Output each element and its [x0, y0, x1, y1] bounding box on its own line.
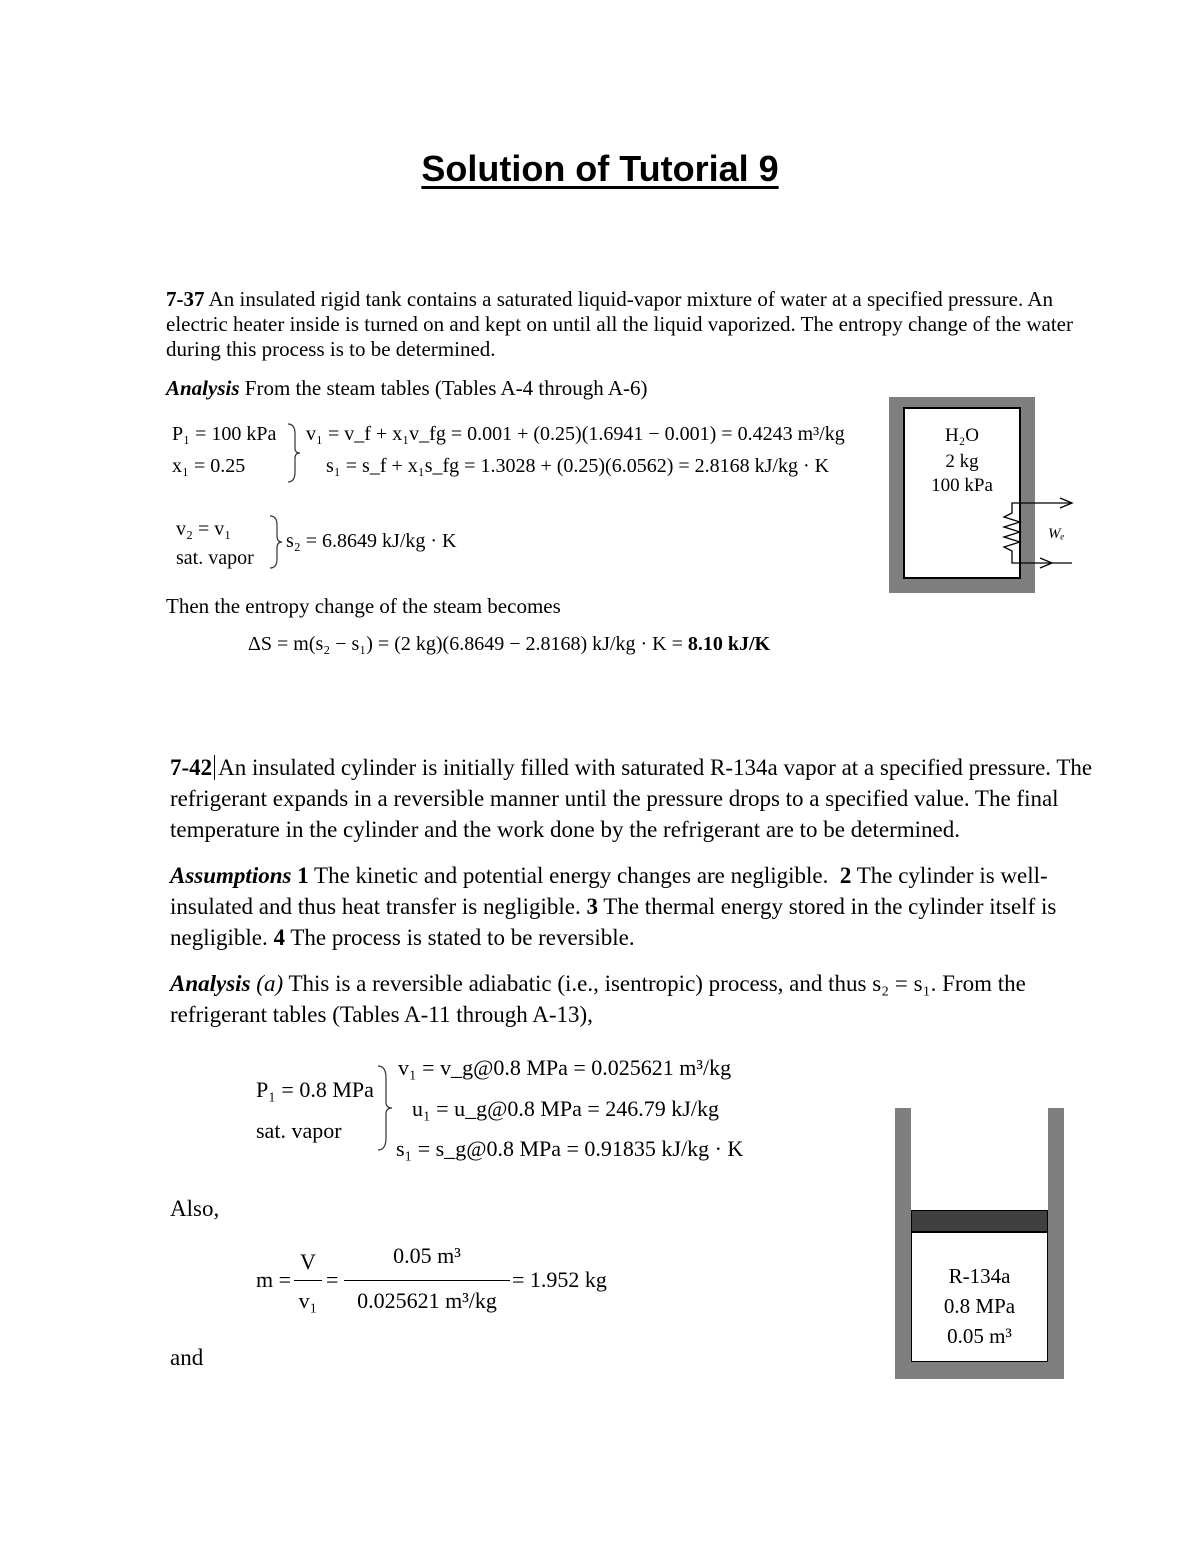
assumptions-paragraph: [170, 860, 1110, 953]
eq-s1-r134a: s₁ = s_g@0.8 MPa = 0.91835 kJ/kg · K: [396, 1136, 744, 1161]
brace-2: [268, 514, 284, 570]
assumption-number: 4: [273, 925, 285, 950]
work-label: Wₑ: [1048, 526, 1065, 542]
problem-number: 7-37: [166, 287, 205, 311]
eq-s1: s₁ = s_f + x₁s_fg = 1.3028 + (0.25)(6.0562) = 2.8168 kJ/kg · K: [326, 455, 830, 477]
fraction-bar: [344, 1280, 510, 1281]
analysis-text: This is a reversible adiabatic (i.e., isentropic) process, and thus s₂ = s₁. From the refrigerant tables (Tables A-11 through A-13),: [170, 971, 1026, 1027]
mass-lhs: m =: [256, 1267, 292, 1292]
page-title: Solution of Tutorial 9: [421, 148, 779, 189]
brace-1: [286, 422, 302, 484]
eq-p1: P₁ = 100 kPa: [172, 423, 277, 445]
cylinder-bottom-wall: [895, 1362, 1064, 1379]
eq-sat-vapor-r134a: sat. vapor: [256, 1118, 342, 1143]
assumption-number: 1: [297, 863, 309, 888]
assumption-number: 3: [586, 894, 598, 919]
assumption-text: The cylinder is well-insulated and thus heat transfer is negligible.: [170, 863, 1048, 919]
assumption-text: The kinetic and potential energy changes are negligible.: [314, 863, 829, 888]
assumptions-label: Assumptions: [170, 863, 292, 888]
mass-frac1-num: V: [300, 1249, 316, 1274]
problem-7-42-statement: [170, 752, 1110, 845]
problem-text: An insulated rigid tank contains a saturated liquid-vapor mixture of water at a specified pressure. An electric heater inside is turned on and kept on until all the liquid vaporized. The entropy change of the water during this process is to be determined.: [166, 287, 1073, 361]
delta-s-result: 8.10 kJ/K: [687, 633, 771, 655]
problem-7-37-statement: [166, 287, 1091, 362]
cylinder-fluid-label: R-134a: [948, 1264, 1011, 1288]
and-text: and: [170, 1345, 204, 1370]
problem-text: An insulated cylinder is initially filled with saturated R-134a vapor at a specified pressure. The refrigerant expands in a reversible manner until the pressure drops to a specified value. The final temperature in the cylinder and the work done by the refrigerant are to be determined.: [170, 755, 1093, 842]
delta-s-expression: ΔS = m(s₂ − s₁) = (2 kg)(6.8649 − 2.8168) kJ/kg · K =: [248, 633, 688, 655]
equals-sign: =: [326, 1267, 339, 1292]
brace-3: [376, 1064, 394, 1152]
cylinder-pressure-label: 0.8 MPa: [943, 1294, 1016, 1318]
eq-v1-r134a: v₁ = v_g@0.8 MPa = 0.025621 m³/kg: [398, 1055, 732, 1080]
analysis-part: (a): [256, 971, 284, 996]
tank-pressure-label: 100 kPa: [931, 475, 993, 496]
cylinder-right-wall: [1048, 1108, 1064, 1378]
mass-frac2-den: 0.025621 m³/kg: [357, 1288, 497, 1313]
cylinder-gas: [911, 1232, 1048, 1362]
analysis-text: From the steam tables (Tables A-4 through A-6): [244, 376, 648, 400]
analysis-paragraph: [170, 968, 1115, 1030]
mass-frac1-den: v₁: [298, 1288, 318, 1313]
problem-number: 7-42: [170, 755, 213, 780]
eq-delta-s: [248, 633, 770, 656]
heater-resistor-icon: [980, 495, 1080, 575]
then-text: Then the entropy change of the steam becomes: [166, 594, 561, 618]
analysis-label: Analysis: [170, 971, 251, 996]
eq-sat-vapor: sat. vapor: [176, 547, 254, 569]
assumption-text: The thermal energy stored in the cylinder itself is negligible.: [170, 894, 1057, 950]
analysis-label: Analysis: [166, 376, 240, 400]
assumption-number: 2: [839, 863, 852, 888]
mass-frac2-num: 0.05 m³: [393, 1243, 461, 1268]
cylinder-left-wall: [895, 1108, 911, 1378]
also-text: Also,: [170, 1196, 220, 1221]
eq-u1-r134a: u₁ = u_g@0.8 MPa = 246.79 kJ/kg: [412, 1096, 719, 1121]
tank-mass-label: 2 kg: [945, 451, 979, 472]
eq-p1-r134a: P₁ = 0.8 MPa: [256, 1077, 374, 1102]
mass-result: = 1.952 kg: [512, 1267, 607, 1292]
eq-x1: x₁ = 0.25: [172, 455, 246, 477]
tank-fluid-label: H₂O: [944, 425, 980, 446]
eq-v2: v₂ = v₁: [176, 518, 232, 540]
eq-s2: s₂ = 6.8649 kJ/kg · K: [286, 530, 457, 552]
fraction-bar: [294, 1280, 322, 1281]
eq-v1: v₁ = v_f + x₁v_fg = 0.001 + (0.25)(1.6941 − 0.001) = 0.4243 m³/kg: [306, 423, 845, 445]
analysis-line: [166, 376, 647, 401]
assumption-text: The process is stated to be reversible.: [290, 925, 635, 950]
piston: [911, 1210, 1048, 1232]
cylinder-volume-label: 0.05 m³: [947, 1324, 1012, 1348]
